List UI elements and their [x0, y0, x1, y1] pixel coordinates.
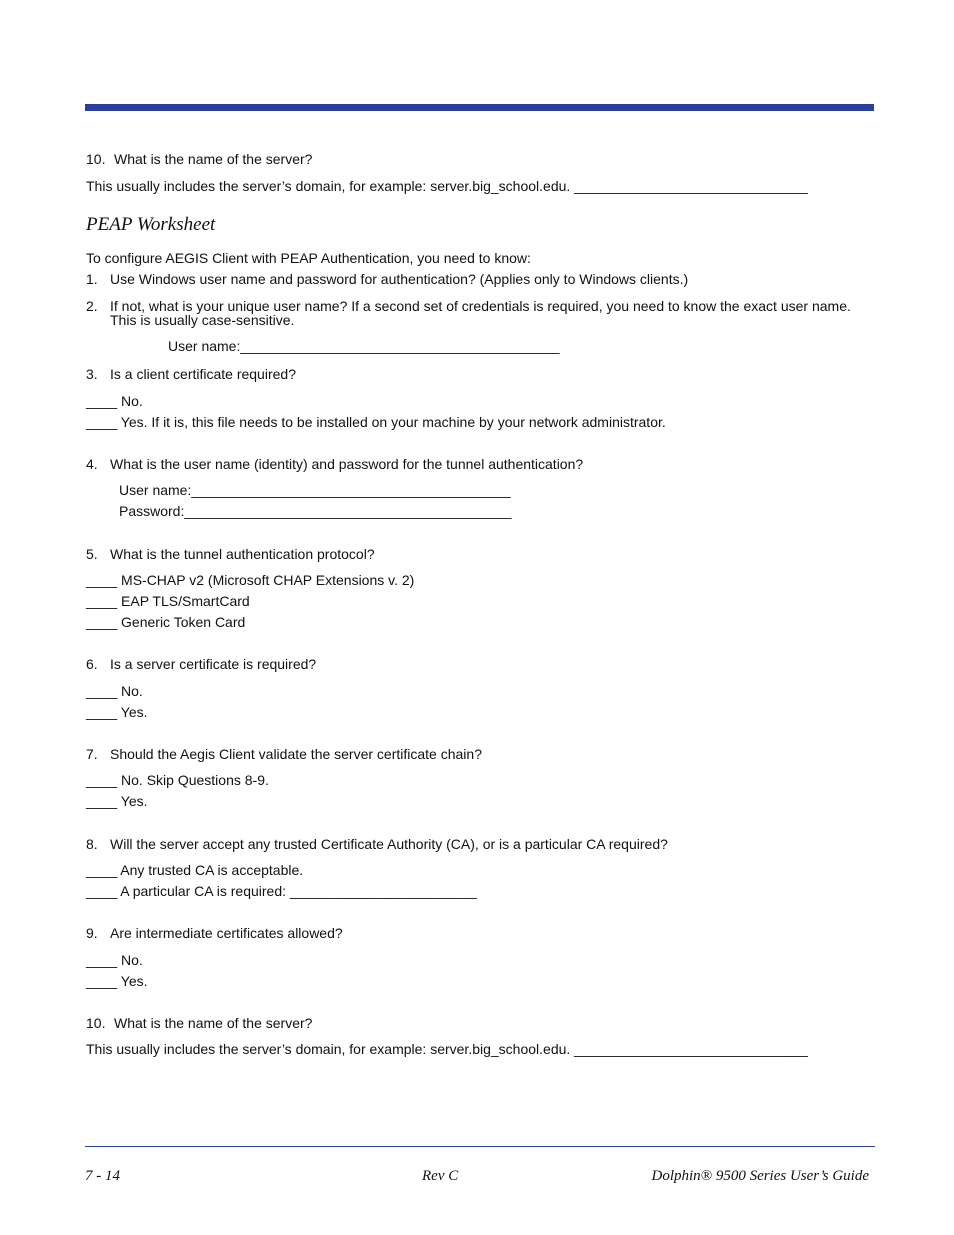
question-6	[86, 656, 316, 672]
question-number: 5.	[86, 546, 98, 562]
question-2-line2: This is usually case-sensitive.	[110, 312, 295, 328]
revision: Rev C	[422, 1168, 459, 1184]
section-title: PEAP Worksheet	[86, 214, 216, 235]
question-text: Will the server accept any trusted Certificate Authority (CA), or is a particular CA required?	[110, 836, 668, 852]
option-eap-tls[interactable]: ____ EAP TLS/SmartCard	[86, 593, 250, 609]
option-no[interactable]: ____ No.	[86, 952, 143, 968]
question-number: 7.	[86, 746, 98, 762]
tunnel-password-field[interactable]: Password:__________________________________________	[119, 503, 512, 519]
question-text: What is the user name (identity) and password for the tunnel authentication?	[110, 456, 584, 472]
footer-rule	[85, 1146, 875, 1147]
question-text: Should the Aegis Client validate the server certificate chain?	[110, 746, 482, 762]
question-number: 4.	[86, 456, 98, 472]
question-9	[86, 925, 343, 941]
option-no[interactable]: ____ No.	[86, 393, 143, 409]
question-5	[86, 546, 375, 562]
question-1	[86, 271, 688, 287]
question-10-note: This usually includes the server’s domain, for example: server.big_school.edu. ______________________________	[86, 1041, 808, 1057]
question-text: What is the name of the server?	[114, 151, 313, 167]
question-text: What is the name of the server?	[114, 1015, 313, 1031]
question-text: If not, what is your unique user name? If a second set of credentials is required, you need to know the exact user name.	[110, 298, 851, 314]
question-number: 8.	[86, 836, 98, 852]
question-10	[86, 1015, 312, 1031]
question-7	[86, 746, 482, 762]
option-no[interactable]: ____ No. Skip Questions 8-9.	[86, 772, 269, 788]
question-text: What is the tunnel authentication protocol?	[110, 546, 375, 562]
question-number: 10.	[86, 1015, 106, 1031]
option-no[interactable]: ____ No.	[86, 683, 143, 699]
question-number: 9.	[86, 925, 98, 941]
option-ms-chap[interactable]: ____ MS-CHAP v2 (Microsoft CHAP Extensions v. 2)	[86, 572, 415, 588]
question-text: Use Windows user name and password for authentication? (Applies only to Windows clients.)	[110, 271, 689, 287]
question-4	[86, 456, 583, 472]
question-10-top	[86, 151, 312, 167]
question-number: 6.	[86, 656, 98, 672]
question-text: Is a server certificate is required?	[110, 656, 317, 672]
question-text: Are intermediate certificates allowed?	[110, 925, 343, 941]
option-yes[interactable]: ____ Yes.	[86, 704, 148, 720]
question-3	[86, 366, 296, 382]
tunnel-user-name-field[interactable]: User name:_________________________________________	[119, 482, 511, 498]
page-number: 7 - 14	[85, 1168, 120, 1184]
header-rule	[85, 104, 874, 111]
question-10-top-note: This usually includes the server’s domain, for example: server.big_school.edu. ______________________________	[86, 178, 808, 194]
question-number: 2.	[86, 298, 98, 314]
user-name-field[interactable]: User name:_________________________________________	[168, 338, 560, 354]
question-number: 1.	[86, 271, 98, 287]
option-yes[interactable]: ____ Yes.	[86, 793, 148, 809]
option-particular-ca[interactable]: ____ A particular CA is required: ________________________	[86, 883, 477, 899]
guide-title: Dolphin® 9500 Series User’s Guide	[651, 1168, 869, 1184]
option-yes[interactable]: ____ Yes.	[86, 973, 148, 989]
question-8	[86, 836, 668, 852]
option-any-ca[interactable]: ____ Any trusted CA is acceptable.	[86, 862, 304, 878]
question-number: 10.	[86, 151, 106, 167]
question-text: Is a client certificate required?	[110, 366, 296, 382]
option-generic-token[interactable]: ____ Generic Token Card	[86, 614, 246, 630]
option-yes[interactable]: ____ Yes. If it is, this file needs to be installed on your machine by your network administrator.	[86, 414, 666, 430]
intro-text: To configure AEGIS Client with PEAP Authentication, you need to know:	[86, 250, 531, 266]
question-number: 3.	[86, 366, 98, 382]
